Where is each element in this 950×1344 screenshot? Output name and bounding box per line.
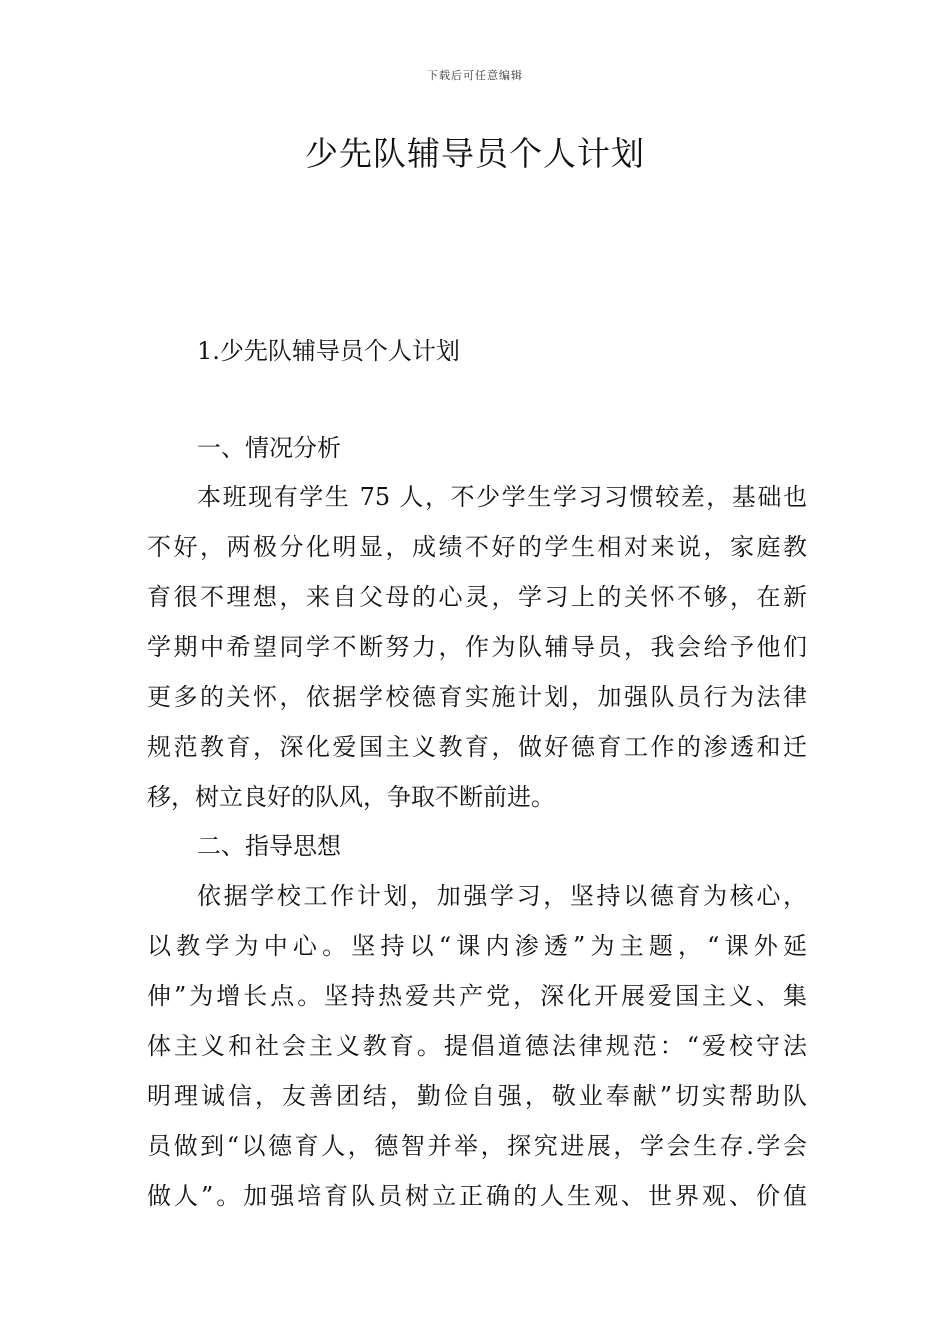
document-subtitle: 1.少先队辅导员个人计划 bbox=[197, 337, 460, 365]
document-title: 少先队辅导员个人计划 bbox=[305, 134, 645, 173]
paragraph-line: 育很不理想，来自父母的心灵，学习上的关怀不够，在新 bbox=[147, 583, 807, 611]
header-note: 下载后可任意编辑 bbox=[427, 69, 523, 82]
paragraph-line: 员做到“以德育人，德智并举，探究进展，学会生存.学会 bbox=[147, 1132, 807, 1160]
paragraph-line: 体主义和社会主义教育。提倡道德法律规范：“爱校守法 bbox=[147, 1032, 807, 1060]
paragraph-line: 伸”为增长点。坚持热爱共产党，深化开展爱国主义、集 bbox=[147, 982, 807, 1010]
paragraph-line: 明理诚信，友善团结，勤俭自强，敬业奉献”切实帮助队 bbox=[147, 1082, 807, 1110]
paragraph-line: 更多的关怀，依据学校德育实施计划，加强队员行为法律 bbox=[147, 683, 807, 711]
paragraph-line: 规范教育，深化爱国主义教育，做好德育工作的渗透和迁 bbox=[147, 733, 807, 761]
paragraph-line: 学期中希望同学不断努力，作为队辅导员，我会给予他们 bbox=[147, 633, 807, 661]
section-heading-guiding-ideology: 二、指导思想 bbox=[197, 832, 341, 860]
paragraph-line: 做人”。加强培育队员树立正确的人生观、世界观、价值 bbox=[147, 1182, 807, 1210]
paragraph-line: 本班现有学生 75 人，不少学生学习习惯较差，基础也 bbox=[197, 483, 807, 511]
paragraph-line: 移，树立良好的队风，争取不断前进。 bbox=[147, 783, 555, 811]
section-heading-analysis: 一、情况分析 bbox=[197, 434, 341, 462]
paragraph-line: 不好，两极分化明显，成绩不好的学生相对来说，家庭教 bbox=[147, 533, 807, 561]
paragraph-line: 以教学为中心。坚持以“课内渗透”为主题，“课外延 bbox=[147, 932, 807, 960]
paragraph-line: 依据学校工作计划，加强学习，坚持以德育为核心， bbox=[197, 882, 807, 910]
